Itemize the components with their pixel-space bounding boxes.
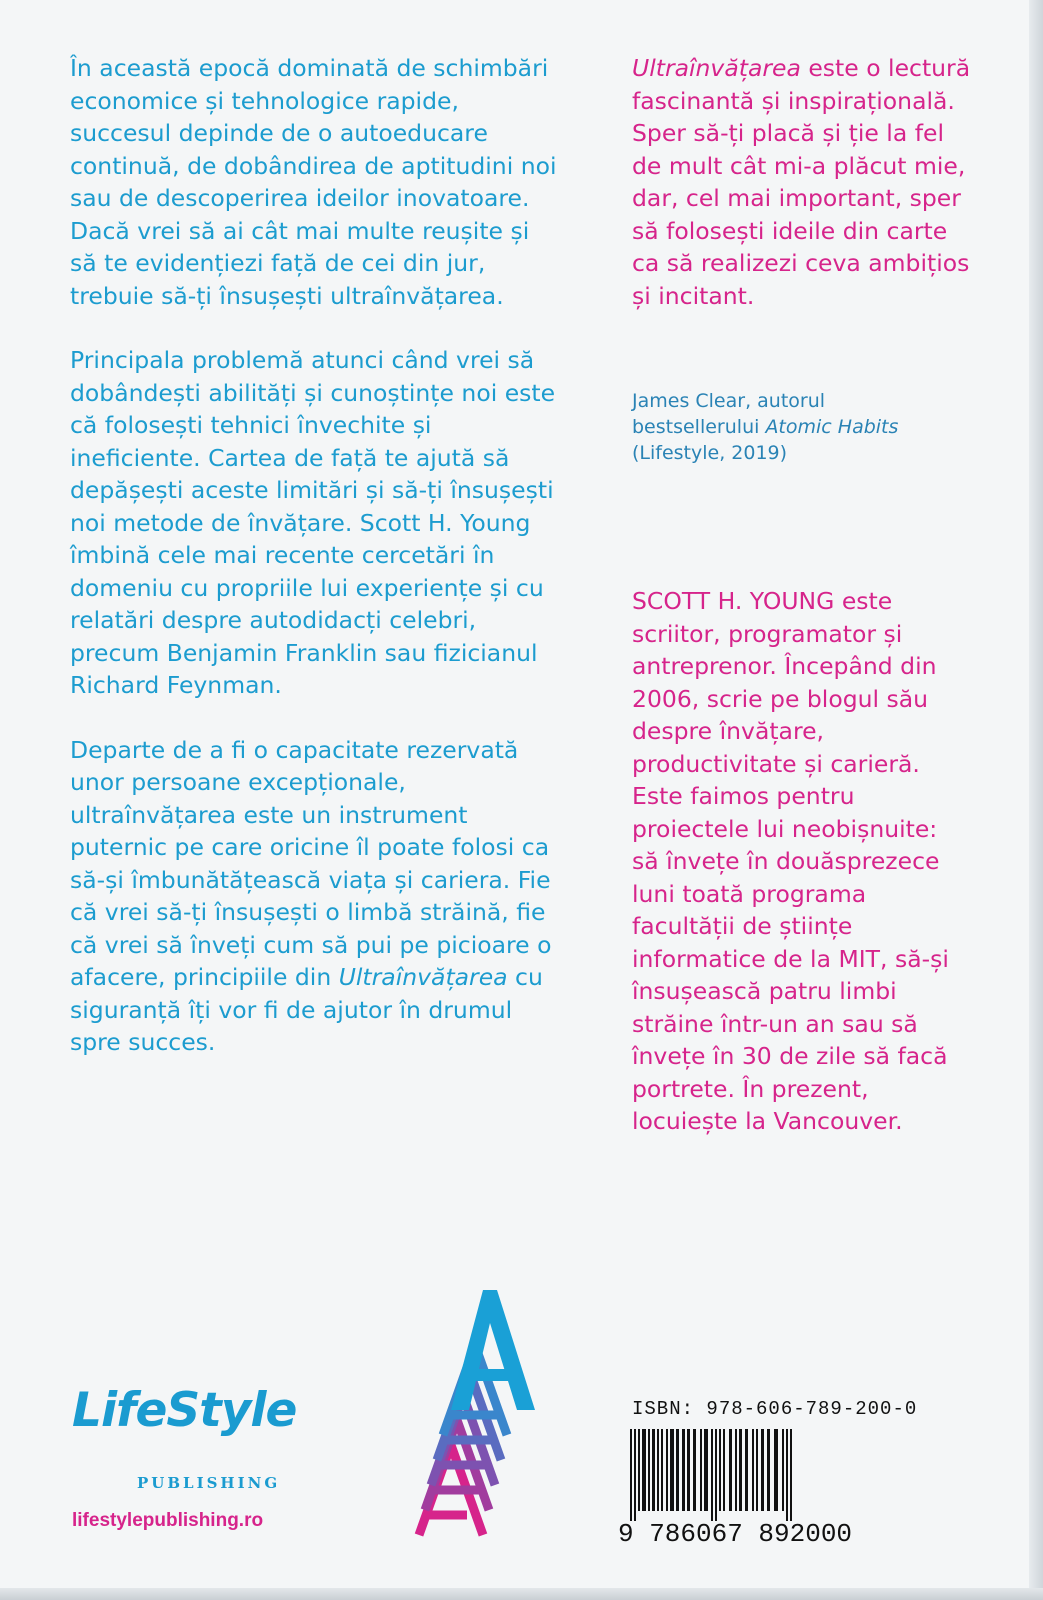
barcode-bar	[657, 1429, 659, 1511]
book-description	[70, 52, 560, 1091]
barcode-bar	[700, 1429, 702, 1511]
description-paragraph-3	[70, 734, 560, 1059]
barcode-bar	[761, 1429, 764, 1511]
barcode-bar	[729, 1429, 732, 1511]
barcode-bar	[711, 1429, 713, 1521]
barcode-bar	[756, 1429, 758, 1511]
barcode-bar	[652, 1429, 655, 1511]
quote-credit	[632, 388, 952, 466]
credit-line-3: (Lifestyle, 2019)	[632, 442, 788, 464]
barcode-digits: 9 786067 892000	[618, 1519, 853, 1545]
barcode-bar	[745, 1429, 748, 1511]
paragraph-3-end: cu siguranță îți vor fi de ajutor în drumul spre succes.	[70, 963, 543, 1056]
barcode-bar	[719, 1429, 721, 1511]
barcode-bar	[752, 1429, 754, 1511]
barcode-bar	[723, 1429, 725, 1511]
barcode-bar	[735, 1429, 737, 1511]
barcode-bar	[642, 1429, 646, 1511]
credit-line-2-prefix: bestsellerului	[632, 416, 766, 438]
barcode-bar	[676, 1429, 679, 1511]
quote-book-title: Ultraînvățarea	[632, 54, 801, 82]
isbn-label: ISBN: 978-606-789-200-0	[632, 1398, 918, 1420]
barcode-bar	[638, 1429, 640, 1511]
quote-text	[632, 52, 972, 312]
barcode-bar	[786, 1429, 788, 1521]
barcode-bar	[666, 1429, 668, 1511]
barcode-bar	[693, 1429, 696, 1511]
stacked-a-emblem-icon	[405, 1285, 540, 1540]
quote-body: este o lectură fascinantă și inspirațională. Sper să-ți placă și ție la fel de mult cât mi-a plăcut mie, dar, cel mai important, sper să folosești ideile din carte ca să realizezi ceva ambițios și incitant.	[632, 54, 971, 310]
credit-line-1: James Clear, autorul	[632, 390, 826, 412]
paragraph-3-start: Departe de a fi o capacitate rezervată unor persoane excepționale, ultraînvățarea este un instrument puternic pe care oricine îl poate folosi ca să-și îmbunătățească viața și cariera. Fie că vrei să-ți însușești o limbă străină, fie că vrei să înveți cum să pui pe picioare o afacere, principiile din	[70, 735, 552, 991]
page-edge-bottom	[0, 1588, 1043, 1600]
barcode-bar	[661, 1429, 663, 1511]
barcode-bar	[715, 1429, 717, 1521]
barcode-bar	[790, 1429, 792, 1521]
description-paragraph-1: În această epocă dominată de schimbări economice și tehnologice rapide, succesul depinde de o autoeducare continuă, de dobândirea de aptitudini noi sau de descoperirea ideilor inovatoare. Dacă vrei să ai cât mai multe reușite și să te evidențiezi față de cei din jur, trebuie să-ți însușești ultraînvățarea.	[70, 54, 557, 310]
page-edge	[1029, 0, 1043, 1600]
barcode-bar	[687, 1429, 690, 1511]
barcode-bar	[782, 1429, 784, 1511]
barcode-bar	[648, 1429, 650, 1511]
book-title-italic: Ultraînvățarea	[338, 963, 508, 991]
barcode-bar	[682, 1429, 685, 1511]
barcode-bar	[774, 1429, 778, 1511]
author-bio: SCOTT H. YOUNG este scriitor, programator și antreprenor. Începând din 2006, scrie pe blogul său despre învățare, productivitate și carieră. Este faimos pentru proiectele lui neobișnuite: să învețe în douăsprezece luni toată programa facultății de științe informatice de la MIT, să-și însușească patru limbi străine într-un an sau să învețe în 30 de zile să facă portrete. În prezent, locuiește la Vancouver.	[632, 587, 949, 1135]
publisher-logo: LifeStyle	[72, 1383, 297, 1438]
endorsement-quote	[632, 52, 972, 312]
description-paragraph-2: Principala problemă atunci când vrei să dobândești abilități și cunoștințe noi este că folosești tehnici învechite și ineficiente. Cartea de față te ajută să depășești aceste limitări și să-ți însușești noi metode de învățare. Scott H. Young îmbină cele mai recente cercetări în domeniu cu propriile lui experiențe și cu relatări despre autodidacți celebri, precum Benjamin Franklin sau fizicianul Richard Feynman.	[70, 346, 556, 699]
barcode-bar	[670, 1429, 674, 1511]
publisher-url[interactable]: lifestylepublishing.ro	[72, 1510, 264, 1531]
barcode-bar	[630, 1429, 632, 1521]
barcode	[618, 1425, 888, 1545]
barcode-bar	[704, 1429, 708, 1511]
credit-book-title: Atomic Habits	[765, 416, 899, 438]
barcode-bar	[739, 1429, 742, 1511]
barcode-bar	[634, 1429, 636, 1521]
publisher-subtitle: PUBLISHING	[137, 1474, 281, 1492]
barcode-bar	[767, 1429, 770, 1511]
